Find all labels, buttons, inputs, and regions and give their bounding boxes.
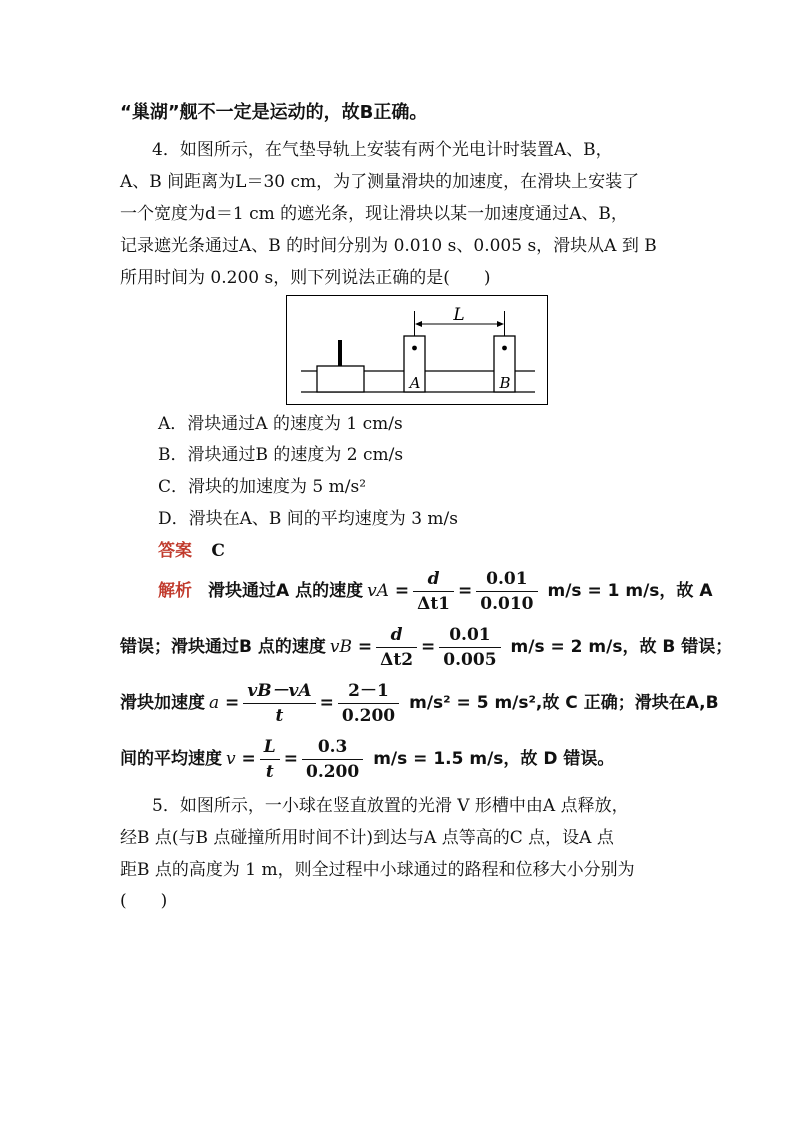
q4-line-5: 所用时间为 0.200 s，则下列说法正确的是( ) — [120, 268, 491, 288]
option-c: C．滑块的加速度为 5 m/s² — [158, 477, 367, 497]
answer-label: 答案 — [158, 541, 192, 561]
photogate-a-dot — [412, 346, 417, 351]
label-l: L — [453, 305, 465, 325]
l-arrow-left-head — [415, 321, 422, 327]
option-a: A．滑块通过A 的速度为 1 cm/s — [158, 414, 403, 434]
fraction-4a: $\frac{L}{t}$ — [260, 737, 280, 782]
analysis-line-3: 滑块加速度 a = $\frac{vB-vA}{t}$ = $\frac{2-1}{0.200}$ m/s² = 5 m/s²,故 C 正确；滑块在A,B — [120, 678, 719, 728]
fraction-1b: $\frac{0.01}{0.010}$ — [476, 569, 537, 614]
option-d: D．滑块在A、B 间的平均速度为 3 m/s — [158, 509, 458, 529]
analysis-3-text: 滑块加速度 — [120, 693, 205, 713]
analysis-label: 解析 — [158, 581, 192, 601]
analysis-2-var: vB — [329, 637, 352, 657]
fraction-2a: $\frac{d}{\Delta t2}$ — [376, 625, 417, 670]
analysis-1-text: 滑块通过A 点的速度 — [208, 581, 364, 601]
fraction-4b: $\frac{0.3}{0.200}$ — [302, 737, 363, 782]
answer-line — [158, 539, 225, 563]
analysis-1-var: vA — [367, 581, 389, 601]
analysis-line-4: 间的平均速度 v = $\frac{L}{t}$ = $\frac{0.3}{0.200}$ m/s = 1.5 m/s，故 D 错误。 — [120, 734, 614, 784]
fraction-1a: $\frac{d}{\Delta t1}$ — [413, 569, 454, 614]
q4-line-4: 记录遮光条通过A、B 的时间分别为 0.010 s、0.005 s，滑块从A 到 B — [120, 236, 657, 256]
option-b: B．滑块通过B 的速度为 2 cm/s — [158, 445, 404, 465]
analysis-1-result: m/s = 1 m/s，故 A — [547, 581, 713, 601]
photogate-b-dot — [502, 346, 507, 351]
fraction-2b: $\frac{0.01}{0.005}$ — [439, 625, 500, 670]
analysis-3-result: m/s² = 5 m/s²,故 C 正确；滑块在A,B — [409, 693, 719, 713]
analysis-3-var: a — [209, 693, 220, 713]
analysis-2-text: 错误；滑块通过B 点的速度 — [120, 637, 326, 657]
label-b: B — [499, 374, 511, 392]
q4-line-1: 4．如图所示，在气垫导轨上安装有两个光电计时装置A、B， — [152, 140, 613, 160]
analysis-2-result: m/s = 2 m/s，故 B 错误； — [510, 637, 733, 657]
q4-line-3: 一个宽度为d＝1 cm 的遮光条，现让滑块以某一加速度通过A、B， — [120, 204, 628, 224]
q5-line-1: 5．如图所示，一小球在竖直放置的光滑 V 形槽中由A 点释放， — [152, 796, 629, 816]
q5-line-2: 经B 点(与B 点碰撞所用时间不计)到达与A 点等高的C 点，设A 点 — [120, 828, 614, 848]
analysis-line-1: 解析 滑块通过A 点的速度 vA = $\frac{d}{\Delta t1}$ = $\frac{0.01}{0.010}$ m/s = 1 m/s，故 A — [158, 566, 713, 616]
label-a: A — [409, 374, 421, 392]
analysis-line-2: 错误；滑块通过B 点的速度 vB = $\frac{d}{\Delta t2}$ = $\frac{0.01}{0.005}$ m/s = 2 m/s，故 B 错误； — [120, 622, 732, 672]
q5-line-3: 距B 点的高度为 1 m，则全过程中小球通过的路程和位移大小分别为 — [120, 860, 635, 880]
shading-strip — [338, 340, 342, 366]
l-arrow-right-head — [497, 321, 504, 327]
previous-answer-tail: “巢湖”舰不一定是运动的，故B正确。 — [120, 102, 428, 123]
analysis-4-text: 间的平均速度 — [120, 749, 222, 769]
analysis-4-result: m/s = 1.5 m/s，故 D 错误。 — [373, 749, 615, 769]
slider-block — [317, 366, 364, 392]
q4-line-2: A、B 间距离为L＝30 cm，为了测量滑块的加速度，在滑块上安装了 — [120, 172, 640, 192]
fraction-3b: $\frac{2-1}{0.200}$ — [338, 681, 399, 726]
q5-line-4: ( ) — [120, 891, 168, 911]
answer-value: C — [211, 541, 225, 561]
fraction-3a: $\frac{vB-vA}{t}$ — [243, 681, 315, 726]
air-track-figure — [286, 295, 548, 405]
air-track-diagram — [287, 296, 547, 404]
analysis-4-var: v — [226, 749, 236, 769]
